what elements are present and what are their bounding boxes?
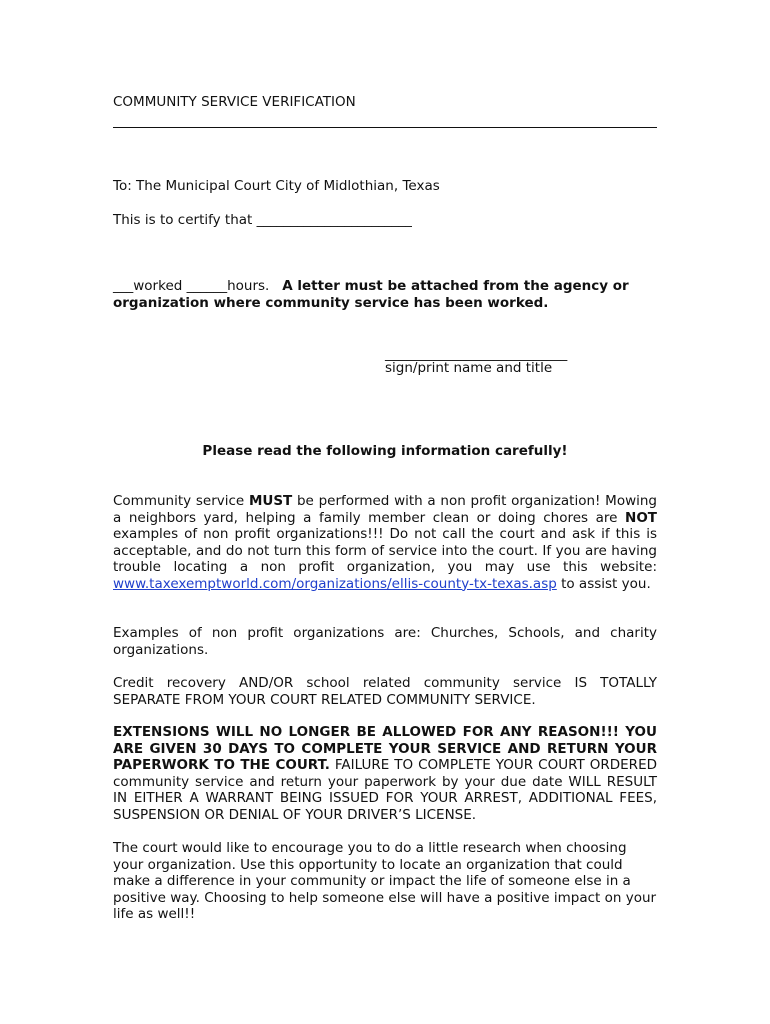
worked-hours-blanks: ___worked ______hours. <box>113 278 270 294</box>
document-title: COMMUNITY SERVICE VERIFICATION <box>113 94 356 110</box>
title-rule <box>113 127 657 128</box>
nonprofit-website-link[interactable]: www.taxexemptworld.com/organizations/ellis-county-tx-texas.asp <box>113 575 557 592</box>
paragraph-encouragement: The court would like to encourage you to do a little research when choosing your organization. Use this opportunity to locate an organization that could make a difference in your community or impact the life of someone else in a positive way. Choosing to help someone else will have a positive impact on your life as well!! <box>113 840 657 922</box>
failure-consequences: FAILURE TO COMPLETE YOUR COURT ORDERED community service and return your paperwork by your due date WILL RESULT IN EITHER A WARRANT BEING ISSUED FOR YOUR ARREST, ADDITIONAL FEES, SUSPENSION OR DENIAL OF YOUR DRIVER’S LICENSE. <box>113 757 657 823</box>
paragraph-extensions <box>113 724 657 823</box>
signature-label: sign/print name and title <box>385 360 553 376</box>
signature-line: ___________________________ <box>385 346 568 362</box>
paragraph-examples: Examples of non profit organizations are: Churches, Schools, and charity organizations. <box>113 625 657 658</box>
p1-text-b: be performed with a non profit organization! Mowing a neighbors yard, helping a family member clean or doing chores are <box>113 493 658 526</box>
letter-requirement: A letter must be attached from the agency or organization where community service has been worked. <box>113 278 629 311</box>
p1-not: NOT <box>625 509 657 526</box>
paragraph-credit-recovery: Credit recovery AND/OR school related community service IS TOTALLY SEPARATE FROM YOUR COURT RELATED COMMUNITY SERVICE. <box>113 675 657 708</box>
to-line: To: The Municipal Court City of Midlothian, Texas <box>113 178 440 194</box>
p1-text-c: examples of non profit organizations!!! Do not call the court and ask if this is acceptable, and do not turn this form of service into the court. If you are having trouble locating a non profit organization, you may use this website: <box>113 526 657 575</box>
p1-text-a: Community service <box>113 493 249 509</box>
p1-text-d: to assist you. <box>556 575 651 592</box>
extensions-warning: EXTENSIONS WILL NO LONGER BE ALLOWED FOR ANY REASON!!! YOU ARE GIVEN 30 DAYS TO COMPLETE YOUR SERVICE AND RETURN YOUR PAPERWORK TO THE COURT. <box>113 724 657 773</box>
instructions-heading: Please read the following information carefully! <box>202 443 568 459</box>
worked-hours-statement <box>113 278 657 311</box>
certify-line: This is to certify that _______________________ <box>113 212 412 228</box>
paragraph-nonprofit-requirement <box>113 493 657 592</box>
p1-must: MUST <box>248 493 293 509</box>
